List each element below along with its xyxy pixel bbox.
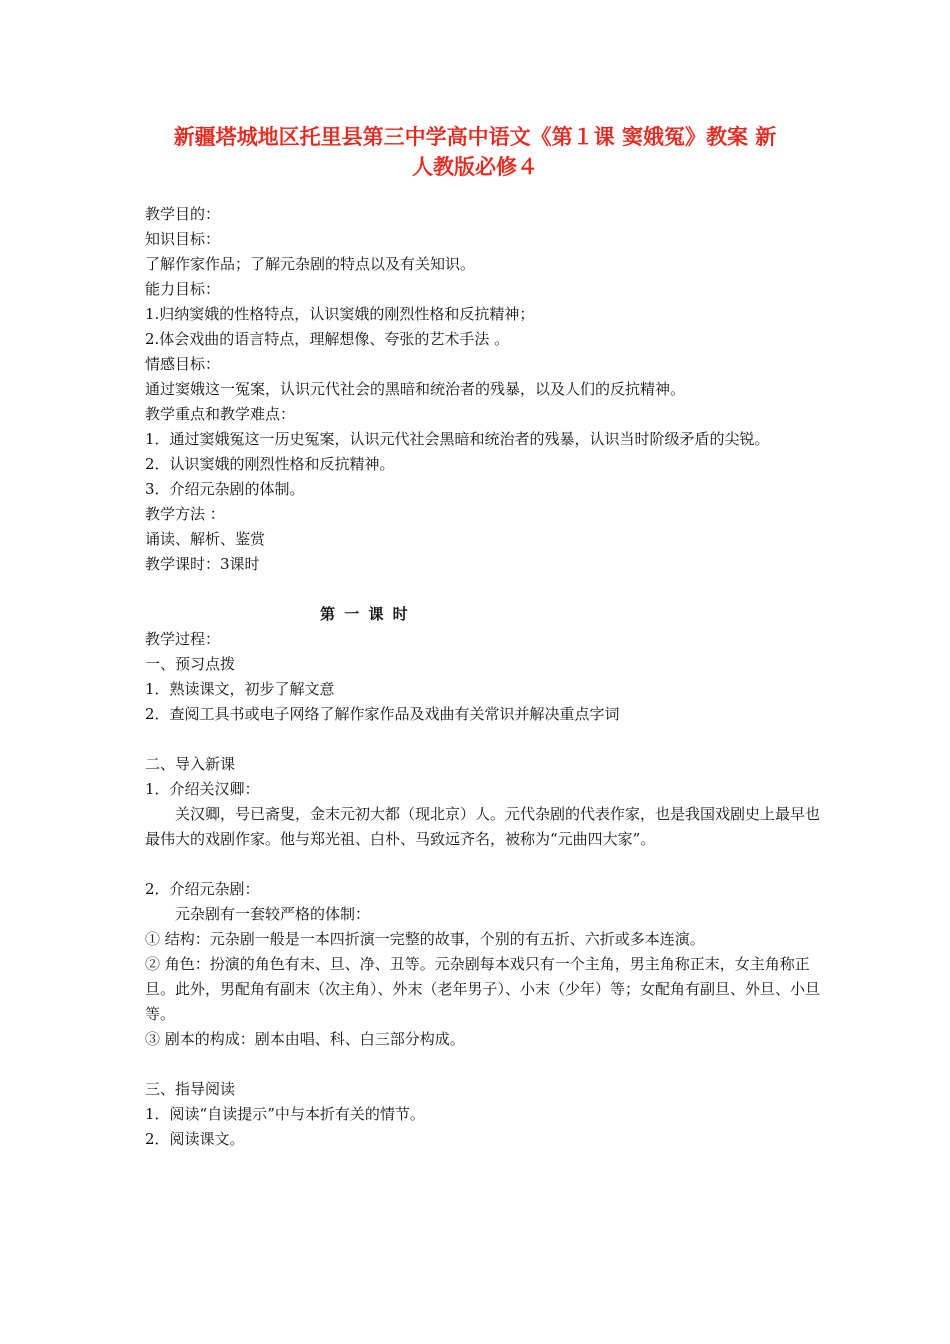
- preview-item-1: 1．熟读课文，初步了解文意: [145, 680, 335, 698]
- ability-label: 能力目标：: [145, 280, 221, 298]
- preview-label: 一、预习点拨: [145, 655, 236, 673]
- structure-item: ① 结构：元杂剧一般是一本四折演一完整的故事，个别的有五折、六折或多本连演。: [145, 930, 705, 948]
- intro-item-1-text: 关汉卿，号已斋叟，金末元初大都（现北京）人。元代杂剧的代表作家，也是我国戏剧史上最早也最伟大的戏剧作家。他与郑光祖、白朴、马致远齐名，被称为“元曲四大家”。: [145, 805, 821, 848]
- reading-item-2: 2．阅读课文。: [145, 1130, 245, 1148]
- method-label: 教学方法 ：: [145, 505, 225, 523]
- ability-item-2: 2.体会戏曲的语言特点，理解想像、夸张的艺术手法 。: [145, 330, 510, 348]
- spacer: [145, 577, 825, 602]
- title-line-1: 新疆塔城地区托里县第三中学高中语文《第１课 窦娥冤》教案 新: [173, 124, 777, 149]
- emotion-text: 通过窦娥这一冤案，认识元代社会的黑暗和统治者的残暴，以及人们的反抗精神。: [145, 380, 686, 398]
- intro-item-1-label: 1．介绍关汉卿：: [145, 780, 260, 798]
- ability-item-1: 1.归纳窦娥的性格特点，认识窦娥的刚烈性格和反抗精神；: [145, 305, 535, 323]
- reading-item-1: 1．阅读“自读提示”中与本折有关的情节。: [145, 1105, 425, 1123]
- key-points-label: 教学重点和教学难点：: [145, 405, 296, 423]
- spacer: [145, 727, 825, 752]
- process-label: 教学过程：: [145, 630, 221, 648]
- teaching-hours: 教学课时：3课时: [145, 555, 260, 573]
- intro-item-2-text: 元杂剧有一套较严格的体制：: [175, 905, 371, 923]
- document-body: [145, 202, 825, 1152]
- preview-item-2: 2．查阅工具书或电子网络了解作家作品及戏曲有关常识并解决重点字词: [145, 705, 620, 723]
- reading-label: 三、指导阅读: [145, 1080, 236, 1098]
- objectives-label: 教学目的：: [145, 205, 221, 223]
- knowledge-text: 了解作家作品；了解元杂剧的特点以及有关知识。: [145, 255, 476, 273]
- spacer: [145, 1052, 825, 1077]
- script-item: ③ 剧本的构成：剧本由唱、科、白三部分构成。: [145, 1030, 465, 1048]
- knowledge-label: 知识目标：: [145, 230, 221, 248]
- method-text: 诵读、解析、鉴赏: [145, 530, 266, 548]
- key-point-item-1: 1．通过窦娥冤这一历史冤案，认识元代社会黑暗和统治者的残暴，认识当时阶级矛盾的尖锐。: [145, 430, 770, 448]
- spacer: [145, 852, 825, 877]
- key-point-item-3: 3．介绍元杂剧的体制。: [145, 480, 305, 498]
- key-point-item-2: 2．认识窦娥的刚烈性格和反抗精神。: [145, 455, 395, 473]
- roles-item: ② 角色：扮演的角色有末、旦、净、丑等。元杂剧每本戏只有一个主角，男主角称正末，女主角称正旦。此外，男配角有副末（次主角）、外末（老年男子）、小末（少年）等；女配角有副旦、外旦、小旦等。: [145, 955, 821, 1023]
- emotion-label: 情感目标：: [145, 355, 221, 373]
- intro-item-2-label: 2．介绍元杂剧：: [145, 880, 260, 898]
- intro-label: 二、导入新课: [145, 755, 236, 773]
- lesson-heading: 第 一 课 时: [320, 605, 410, 623]
- document-title: [120, 122, 830, 182]
- title-line-2: 人教版必修４: [412, 154, 538, 179]
